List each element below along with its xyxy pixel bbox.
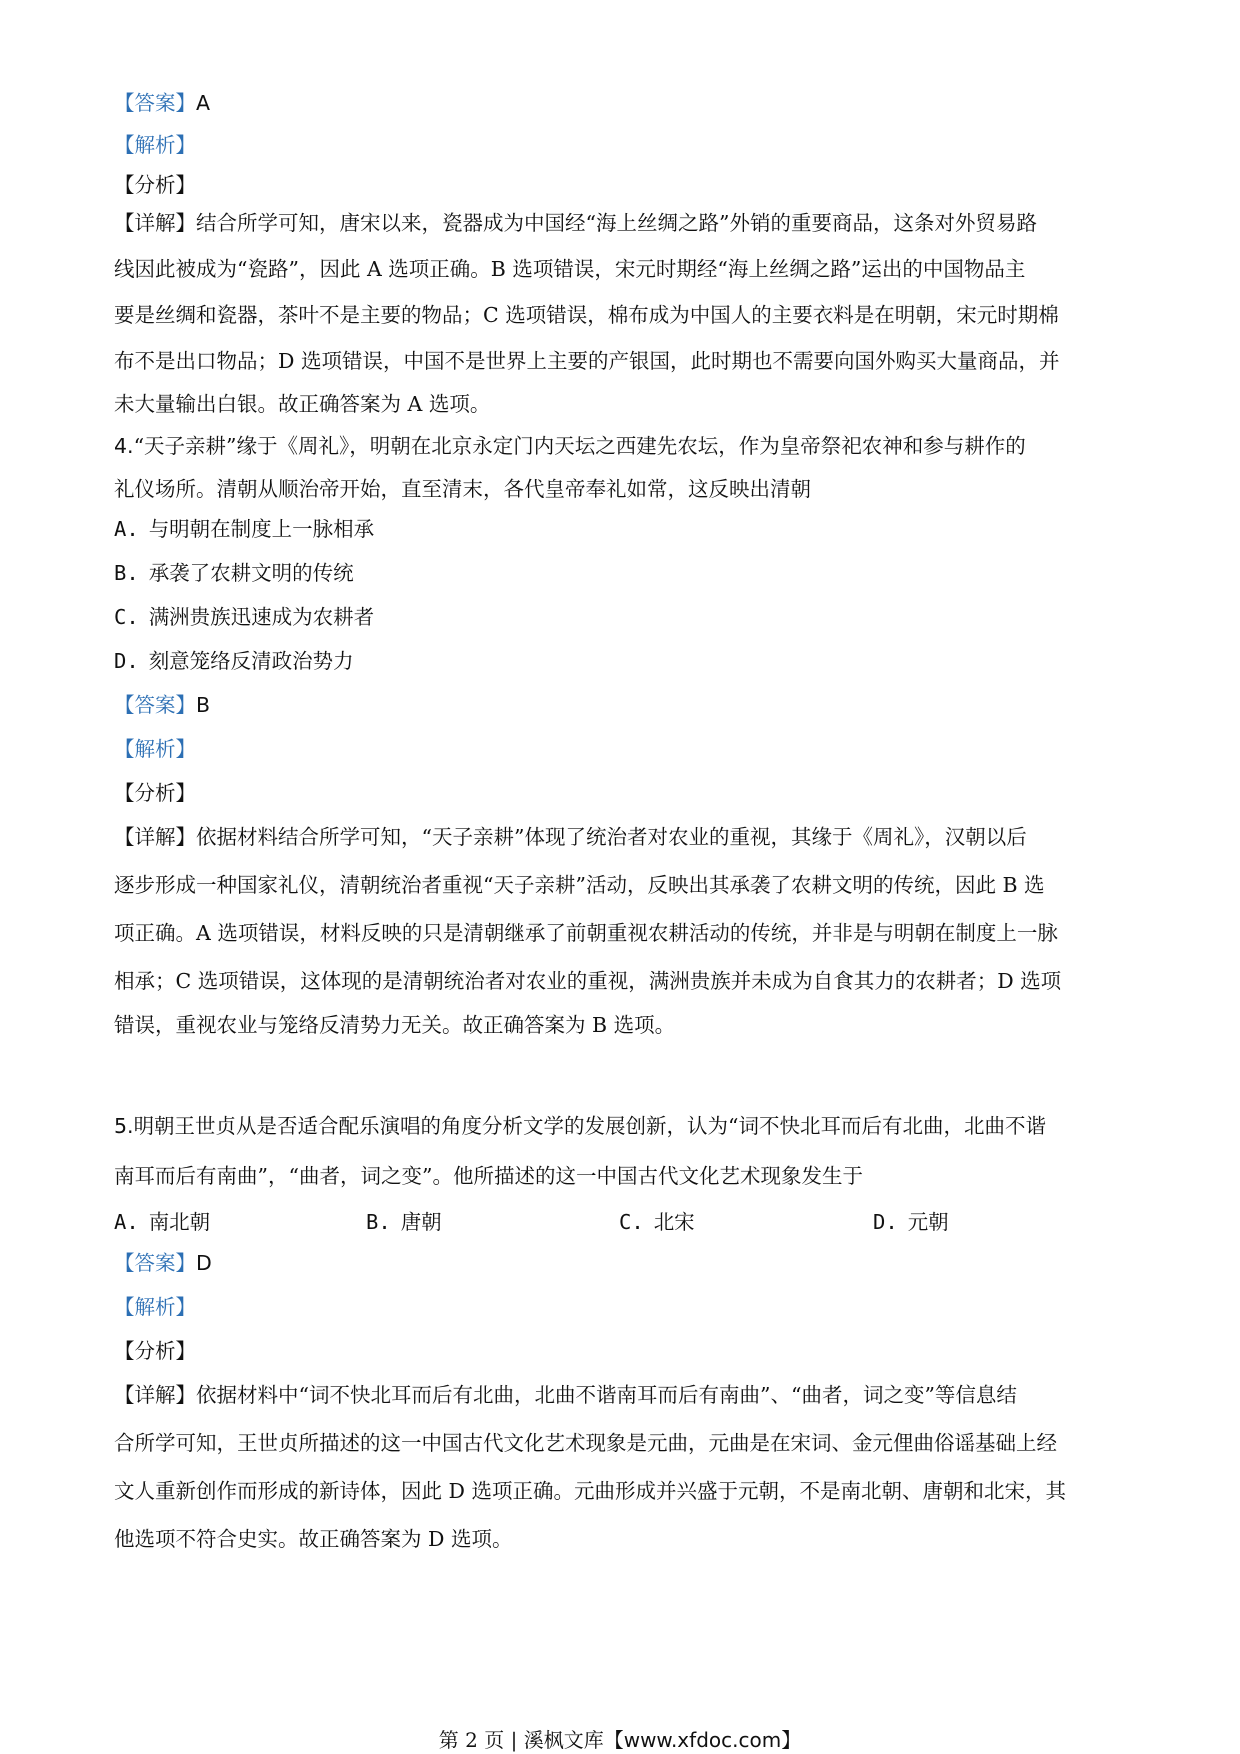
site-url: 【www.xfdoc.com】 — [603, 1728, 802, 1752]
answer-label: 【答案】 — [114, 1251, 196, 1275]
q4-detail-line — [114, 870, 1134, 900]
option-text: 北宋 — [653, 1210, 695, 1234]
q3-detail-line — [114, 208, 1134, 238]
q4-option-b — [114, 558, 354, 588]
q4-option-c — [114, 602, 374, 632]
q4-stem-line — [114, 474, 1134, 504]
option-text: 满洲贵族迅速成为农耕者 — [148, 605, 375, 629]
q4-detail-line — [114, 966, 1134, 996]
q5-fenxi-line — [114, 1336, 1134, 1366]
q5-stem-line — [114, 1111, 1134, 1141]
site-name: 溪枫文库 — [523, 1728, 604, 1752]
q4-detail-text: 逐步形成一种国家礼仪，清朝统治者重视“天子亲耕”活动，反映出其承袭了农耕文明的传统，因此 B 选 — [114, 873, 1045, 897]
q4-detail-text: 错误，重视农业与笼络反清势力无关。故正确答案为 B 选项。 — [114, 1013, 676, 1037]
q5-detail-line — [114, 1380, 1134, 1410]
q5-number: 5. — [114, 1114, 134, 1138]
q5-option-b — [366, 1207, 442, 1237]
q5-detail-text: 文人重新创作而形成的新诗体，因此 D 选项正确。元曲形成并兴盛于元朝，不是南北朝、唐朝和北宋，其 — [114, 1479, 1066, 1503]
q4-option-d — [114, 646, 354, 676]
q3-detail-text: 线因此被成为“瓷路”，因此 A 选项正确。B 选项错误，宋元时期经“海上丝绸之路”运出的中国物品主 — [114, 257, 1026, 281]
q4-stem-text: 礼仪场所。清朝从顺治帝开始，直至清末，各代皇帝奉礼如常，这反映出清朝 — [114, 477, 811, 501]
q4-fenxi-line — [114, 778, 1134, 808]
q5-detail-text: 依据材料中“词不快北耳而后有北曲，北曲不谐南耳而后有南曲”、“曲者，词之变”等信息结 — [196, 1383, 1017, 1407]
page-footer — [0, 1726, 1240, 1754]
option-letter: B. — [366, 1210, 391, 1234]
option-letter: A. — [114, 1210, 139, 1234]
q5-analysis-line — [114, 1292, 1134, 1322]
option-letter: C. — [619, 1210, 644, 1234]
analysis-label: 【解析】 — [114, 133, 196, 157]
q3-detail-text: 未大量输出白银。故正确答案为 A 选项。 — [114, 392, 491, 416]
q3-detail-line — [114, 346, 1134, 376]
detail-label: 【详解】 — [114, 825, 196, 849]
q4-number: 4. — [114, 434, 134, 458]
q4-detail-text: 项正确。A 选项错误，材料反映的只是清朝继承了前朝重视农耕活动的传统，并非是与明朝在制度上一脉 — [114, 921, 1058, 945]
q3-detail-line — [114, 254, 1134, 284]
q3-analysis-line — [114, 130, 1134, 160]
q3-detail-text: 要是丝绸和瓷器，茶叶不是主要的物品；C 选项错误，棉布成为中国人的主要衣料是在明朝，宋元时期棉 — [114, 303, 1059, 327]
answer-label: 【答案】 — [114, 693, 196, 717]
analysis-label: 【解析】 — [114, 1295, 196, 1319]
fenxi-label: 【分析】 — [114, 1339, 196, 1363]
option-text: 刻意笼络反清政治势力 — [148, 649, 354, 673]
q4-option-a — [114, 514, 374, 544]
q5-stem-line — [114, 1161, 1134, 1191]
option-letter: C. — [114, 605, 139, 629]
option-letter: B. — [114, 561, 139, 585]
q5-stem-text: 明朝王世贞从是否适合配乐演唱的角度分析文学的发展创新，认为“词不快北耳而后有北曲，北曲不谐 — [133, 1114, 1047, 1138]
q3-detail-text: 结合所学可知，唐宋以来，瓷器成为中国经“海上丝绸之路”外销的重要商品，这条对外贸易路 — [196, 211, 1037, 235]
fenxi-label: 【分析】 — [114, 781, 196, 805]
q3-answer-value: A — [196, 91, 211, 115]
q4-stem-text: “天子亲耕”缘于《周礼》，明朝在北京永定门内天坛之西建先农坛，作为皇帝祭祀农神和参与耕作的 — [133, 434, 1026, 458]
answer-label: 【答案】 — [114, 91, 196, 115]
option-letter: D. — [873, 1210, 898, 1234]
q4-detail-text: 相承；C 选项错误，这体现的是清朝统治者对农业的重视，满洲贵族并未成为自食其力的农耕者；D 选项 — [114, 969, 1062, 993]
q4-analysis-line — [114, 734, 1134, 764]
option-text: 元朝 — [907, 1210, 949, 1234]
q4-detail-line — [114, 822, 1134, 852]
q5-answer-value: D — [196, 1251, 212, 1275]
q5-option-d — [873, 1207, 949, 1237]
q5-detail-text: 他选项不符合史实。故正确答案为 D 选项。 — [114, 1527, 513, 1551]
q4-detail-line — [114, 1010, 1134, 1040]
q3-detail-line — [114, 300, 1134, 330]
q5-detail-line — [114, 1476, 1134, 1506]
analysis-label: 【解析】 — [114, 737, 196, 761]
detail-label: 【详解】 — [114, 1383, 196, 1407]
q4-answer-line — [114, 690, 1134, 720]
q3-fenxi-line — [114, 170, 1134, 200]
option-text: 唐朝 — [400, 1210, 442, 1234]
detail-label: 【详解】 — [114, 211, 196, 235]
q5-option-c — [619, 1207, 695, 1237]
q5-detail-line — [114, 1524, 1134, 1554]
option-text: 承袭了农耕文明的传统 — [148, 561, 354, 585]
q4-answer-value: B — [196, 693, 211, 717]
q3-answer-line — [114, 88, 1134, 118]
page-number: 第 2 页 — [438, 1728, 505, 1752]
q5-detail-line — [114, 1428, 1134, 1458]
option-text: 与明朝在制度上一脉相承 — [148, 517, 375, 541]
q4-stem-line — [114, 431, 1134, 461]
fenxi-label: 【分析】 — [114, 173, 196, 197]
option-letter: D. — [114, 649, 139, 673]
q5-detail-text: 合所学可知，王世贞所描述的这一中国古代文化艺术现象是元曲，元曲是在宋词、金元俚曲俗谣基础上经 — [114, 1431, 1057, 1455]
q3-detail-text: 布不是出口物品；D 选项错误，中国不是世界上主要的产银国，此时期也不需要向国外购买大量商品，并 — [114, 349, 1060, 373]
footer-separator: | — [510, 1728, 518, 1752]
q5-answer-line — [114, 1248, 1134, 1278]
q4-detail-text: 依据材料结合所学可知，“天子亲耕”体现了统治者对农业的重视，其缘于《周礼》，汉朝以后 — [196, 825, 1027, 849]
q5-option-a — [114, 1207, 210, 1237]
q3-detail-line — [114, 389, 1134, 419]
option-letter: A. — [114, 517, 139, 541]
q4-detail-line — [114, 918, 1134, 948]
q5-stem-text: 南耳而后有南曲”，“曲者，词之变”。他所描述的这一中国古代文化艺术现象发生于 — [114, 1164, 863, 1188]
option-text: 南北朝 — [148, 1210, 211, 1234]
